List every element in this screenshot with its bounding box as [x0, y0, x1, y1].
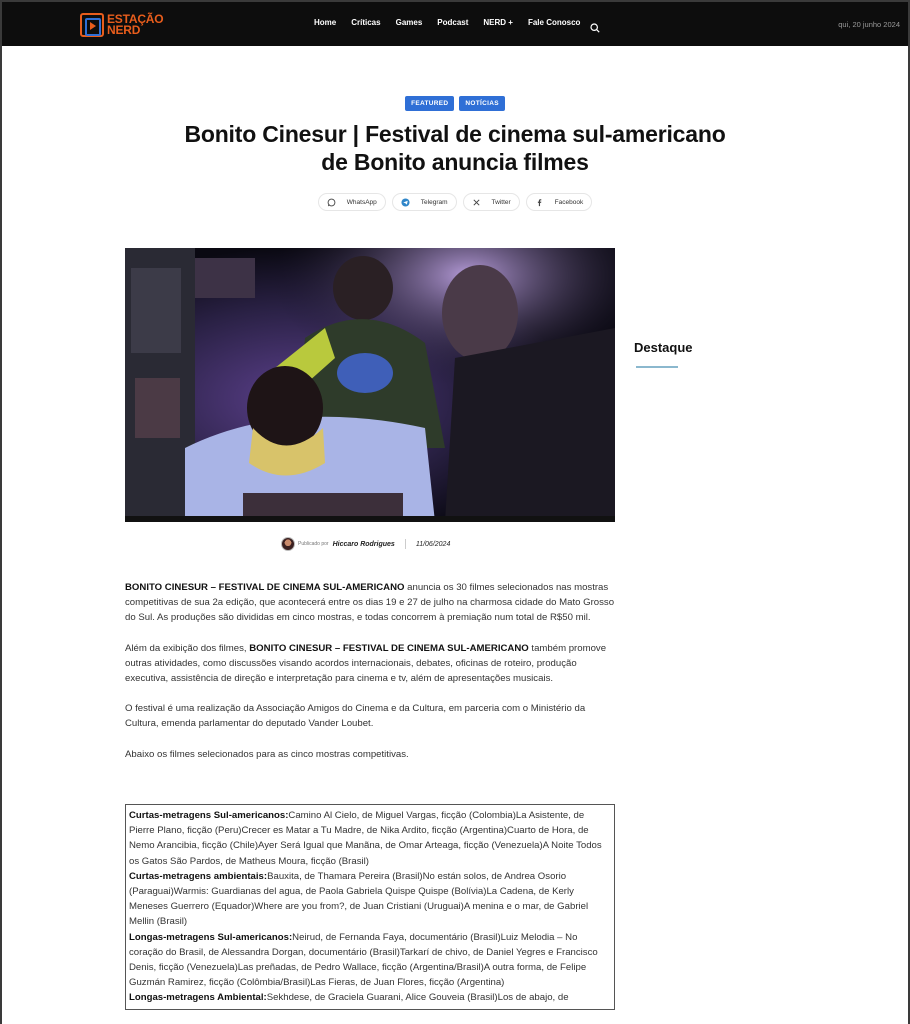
share-facebook-button[interactable] — [526, 193, 593, 211]
logo-text-line1: ESTAÇÃO — [107, 12, 164, 26]
share-telegram-label: Telegram — [420, 198, 448, 206]
share-twitter-button[interactable] — [463, 193, 520, 211]
sidebar-heading: Destaque — [634, 340, 693, 355]
featured-image — [125, 248, 615, 522]
nav-podcast[interactable]: Podcast — [437, 18, 469, 27]
category-tags — [0, 96, 910, 111]
category-featured[interactable]: FEATURED — [405, 96, 454, 111]
logo-icon — [80, 13, 104, 37]
nav-nerd-plus[interactable]: NERD + — [483, 18, 513, 27]
film-category-list: Camino Al Cielo, de Miguel Vargas, ficção (Colombia)La Asistente, de Pierre Plano, ficção (Peru)Crecer es Matar a Tu Madre, de Nika Ardito, ficção (Argentina)Cuarto de Hora, de Nemo Arancibia, ficção (Chile)Ayer Será Igual que Manãna, de Omar Arteaga, ficção (Venezuela)A Noite Todos os Gatos São Pardos, de Matheus Moura, ficção (Brasil) — [129, 810, 602, 867]
search-icon[interactable] — [590, 20, 600, 30]
film-category-label: Longas-metragens Ambiental: — [129, 992, 267, 1004]
share-whatsapp-label: WhatsApp — [346, 198, 377, 206]
film-category — [129, 808, 611, 869]
nav-fale-conosco[interactable]: Fale Conosco — [527, 18, 581, 27]
article-byline — [281, 537, 450, 551]
publish-date: 11/06/2024 — [415, 540, 451, 548]
share-facebook-label: Facebook — [554, 198, 584, 206]
article-title: Bonito Cinesur | Festival de cinema sul-americano de Bonito anuncia filmes — [184, 121, 726, 175]
film-category — [129, 930, 611, 991]
selected-films-box — [125, 804, 615, 1010]
author-avatar[interactable] — [281, 537, 295, 551]
article-paragraph-4: Abaixo os filmes selecionados para as cinco mostras competitivas. — [125, 748, 409, 760]
article-paragraph-2: Além da exibição dos filmes, BONITO CINESUR – FESTIVAL DE CINEMA SUL-AMERICANO também promove outras atividades, como discussões visando acordos internacionais, debates, oficinas de roteiro, produção executiva, assistência de direção e interpretação para cinema e tv, além de apresentações musicais. — [125, 642, 607, 685]
logo-text-line2: NERD — [107, 23, 141, 37]
published-by-label: Publicado por — [298, 541, 329, 547]
share-twitter-label: Twitter — [491, 198, 511, 206]
article-paragraph-3: O festival é uma realização da Associação Amigos do Cinema e da Cultura, em parceria com o Ministério da Cultura, emenda parlamentar do deputado Vander Loubet. — [125, 703, 586, 730]
film-category-list: Sekhdese, de Graciela Guarani, Alice Gouveia (Brasil)Los de abajo, de — [266, 992, 569, 1004]
film-category — [129, 869, 611, 930]
site-header — [2, 2, 908, 46]
x-twitter-icon — [472, 198, 481, 207]
share-whatsapp-button[interactable] — [318, 193, 386, 211]
byline-divider — [405, 539, 406, 549]
film-category-label: Curtas-metragens ambientais: — [129, 870, 268, 882]
main-nav — [314, 18, 595, 27]
category-noticias[interactable]: NOTÍCIAS — [459, 96, 504, 111]
nav-criticas[interactable]: Críticas — [351, 18, 381, 27]
share-telegram-button[interactable] — [392, 193, 457, 211]
festival-name: BONITO CINESUR – FESTIVAL DE CINEMA SUL-AMERICANO — [249, 642, 529, 654]
facebook-icon — [535, 198, 544, 207]
sidebar-heading-underline — [636, 366, 678, 368]
film-category-list: Neirud, de Fernanda Faya, documentário (Brasil)Luiz Melodia – No coração do Brasil, de Alessandra Dorgan, documentário (Brasil)Tarkarí de chivo, de Daniel Yegres e Francisco Denis, ficção (Venezuela)Las preñadas, de Pedro Wallace, ficção (Argentina/Brasil)A outra forma, de Felipe Guzmán Ramirez, ficção (Colômbia/Brasil)Las Fieras, de Juan Flores, ficção (Argentina) — [129, 931, 598, 989]
article-body — [125, 580, 615, 777]
film-category — [129, 990, 611, 1005]
whatsapp-icon — [327, 198, 336, 207]
header-date: qui, 20 junho 2024 — [838, 20, 900, 29]
article-paragraph-1: BONITO CINESUR – FESTIVAL DE CINEMA SUL-AMERICANO anuncia os 30 filmes selecionados nas mostras competitivas de sua 2a edição, que acontecerá entre os dias 19 e 27 de julho na charmosa cidade do Mato Grosso do Sul. As produções são divididas em cinco mostras, e todas concorrem à premiação num total de R$50 mil. — [125, 582, 615, 624]
film-category-label: Longas-metragens Sul-americanos: — [129, 931, 293, 943]
film-category-list: Bauxita, de Thamara Pereira (Brasil)No están solos, de Andrea Osorio (Paraguai)Warmis: Guardianas del agua, de Paola Gabriela Quispe Quispe (Bolívia)La Cadena, de Kerly Meneses Guerrero (Equador)Where are you from?, de Juan Cristiani (Uruguai)A menina e o mar, de Gabriel Mellin (Brasil) — [129, 870, 589, 928]
author-link[interactable]: Hiccaro Rodrigues — [332, 540, 395, 548]
film-category-label: Curtas-metragens Sul-americanos: — [129, 810, 289, 821]
nav-games[interactable]: Games — [395, 18, 423, 27]
share-buttons — [0, 193, 910, 211]
telegram-icon — [401, 198, 410, 207]
nav-home[interactable]: Home — [314, 18, 337, 27]
site-logo[interactable] — [80, 10, 163, 40]
festival-name: BONITO CINESUR – FESTIVAL DE CINEMA SUL-AMERICANO — [125, 582, 405, 593]
